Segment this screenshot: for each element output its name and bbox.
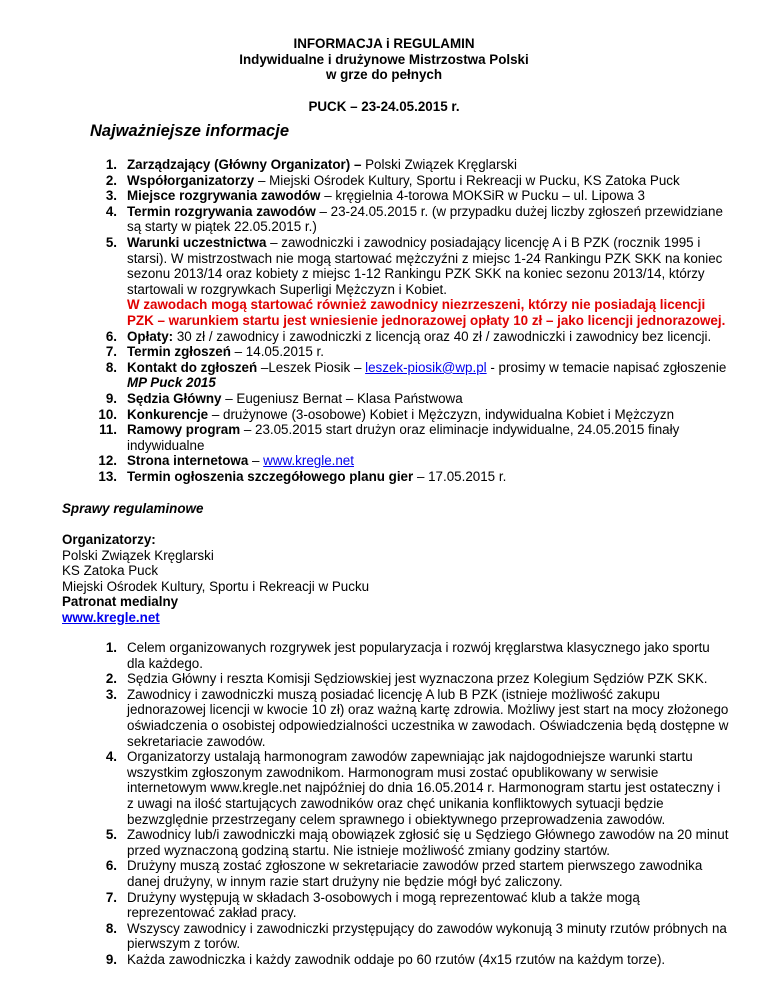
- media-link[interactable]: www.kregle.net: [62, 609, 160, 625]
- list-item: 12. Strona internetowa – www.kregle.net: [98, 453, 354, 469]
- rules-heading: Sprawy regulaminowe: [62, 501, 204, 516]
- document-header: [0, 36, 768, 114]
- list-item: 9. Sędzia Główny – Eugeniusz Bernat – Klasa Państwowa: [105, 390, 463, 406]
- list-item: 3. Miejsce rozgrywania zawodów – kręgielnia 4-torowa MOKSiR w Pucku – ul. Lipowa 3: [105, 188, 645, 204]
- header-subtitle-2: w grze do pełnych: [325, 67, 443, 83]
- list-item: 13. Termin ogłoszenia szczegółowego planu gier – 17.05.2015 r.: [98, 468, 507, 484]
- organizers-block: [62, 532, 369, 594]
- header-place-date: PUCK – 23-24.05.2015 r.: [308, 98, 460, 114]
- list-item: 7. Drużyny występują w składach 3-osobowych i mogą reprezentować klub a także mogą reprezentować zakład pracy.: [105, 889, 640, 921]
- rules-list: [90, 640, 730, 967]
- list-item: 11. Ramowy program – 23.05.2015 start drużyn oraz eliminacje indywidualne, 24.05.2015 finały indywidualne: [99, 422, 680, 453]
- email-link[interactable]: leszek-piosik@wp.pl: [365, 359, 487, 375]
- organizer-line: Polski Związek Kręglarski: [62, 547, 214, 563]
- list-item: 6. Opłaty: 30 zł / zawodnicy i zawodniczki z licencją oraz 40 zł / zawodniczki i zawodnicy bez licencji.: [105, 328, 712, 344]
- website-link[interactable]: www.kregle.net: [263, 453, 354, 469]
- list-item: 6. Drużyny muszą zostać zgłoszone w sekretariacie zawodów przed startem pierwszego zawodnika danej drużyny, w innym razie start drużyny nie będzie mógł być zaliczony.: [105, 858, 703, 889]
- organizers-title: Organizatorzy:: [62, 532, 156, 547]
- list-item: 10. Konkurencje – drużynowe (3-osobowe) Kobiet i Mężczyzn, indywidualna Kobiet i Mężczyzn: [98, 406, 675, 422]
- list-item: 7. Termin zgłoszeń – 14.05.2015 r.: [105, 344, 324, 360]
- list-item: 3. Zawodnicy i zawodniczki muszą posiadać licencję A lub B PZK (istnieje możliwość zakupu jednorazowej licencji w kwocie 10 zł) oraz ważną kartę zdrowia. Możliwy jest start na mocy złożonego oświadczenia o osobistej odpowiedzialności uczestnika w zawodach. Oświadczenia będą dostępne w sekretariacie zawodów.: [105, 686, 729, 749]
- organizer-line: Miejski Ośrodek Kultury, Sportu i Rekreacji w Pucku: [62, 578, 370, 594]
- list-item: 1. Zarządzający (Główny Organizator) – Polski Związek Kręglarski: [105, 157, 517, 172]
- list-item: 8. Kontakt do zgłoszeń –Leszek Piosik – leszek-piosik@wp.pl - prosimy w temacie napisać zgłoszenie MP Puck 2015: [105, 359, 727, 391]
- list-item: 4. Termin rozgrywania zawodów – 23-24.05.2015 r. (w przypadku dużej liczby zgłoszeń przewidziane są starty w piątek 22.05.2015 r.): [105, 203, 723, 235]
- list-item: 5. Warunki uczestnictwa – zawodniczki i zawodnicy posiadający licencję A i B PZK (rocznik 1995 i starsi). W mistrzostwach nie mogą startować mężczyźni z miejsc 1-24 Rankingu PZK SKK na koniec sezonu 2013/14 oraz kobiety z miejsc 1-12 Rankingu PZK SKK na koniec sezonu 2013/14, którzy startowali w rozgrywkach Superligi Mężczyzn i Kobiet. W zawodach mogą startować również zawodnicy niezrzeszeni, którzy nie posiadają licencji PZK – warunkiem startu jest wniesienie jednorazowej opłaty 10 zł – jako licencji jednorazowej.: [105, 234, 726, 328]
- organizer-line: KS Zatoka Puck: [62, 563, 159, 579]
- red-notice: W zawodach mogą startować również zawodnicy niezrzeszeni, którzy nie posiadają licencji PZK – warunkiem startu jest wniesienie jednorazowej opłaty 10 zł – jako licencji jednorazowej.: [127, 297, 726, 328]
- list-item: 2. Współorganizatorzy – Miejski Ośrodek Kultury, Sportu i Rekreacji w Pucku, KS Zatoka Puck: [105, 172, 680, 188]
- media-patron-block: [62, 594, 178, 625]
- header-subtitle: Indywidualne i drużynowe Mistrzostwa Polski: [239, 51, 529, 67]
- list-item: 4. Organizatorzy ustalają harmonogram zawodów zapewniając jak najdogodniejsze warunki startu wszystkim zgłoszonym zawodnikom. Harmonogram musi zostać opublikowany w serwisie internetowym www.kregle.net najpóźniej do dnia 16.05.2014 r. Harmonogram startu jest ostateczny i z uwagi na ilość startujących zawodników oraz chęć unikania konfliktowych sytuacji będzie bezwzględnie przestrzegany celem sprawnego i obiektywnego przeprowadzenia zawodów.: [105, 749, 721, 827]
- list-item: 5. Zawodnicy lub/i zawodniczki mają obowiązek zgłosić się u Sędziego Głównego zawodów na 20 minut przed wyznaczoną godziną startu. Nie istnieje możliwość zmiany godziny startów.: [105, 827, 729, 858]
- header-title: INFORMACJA i REGULAMIN: [293, 36, 475, 51]
- media-title: Patronat medialny: [62, 594, 179, 609]
- list-item: 2. Sędzia Główny i reszta Komisji Sędziowskiej jest wyznaczona przez Kolegium Sędziów PZK SKK.: [105, 671, 708, 687]
- list-item: 8. Wszyscy zawodnicy i zawodniczki przystępujący do zawodów wykonują 3 minuty rzutów próbnych na pierwszym z torów.: [105, 920, 727, 952]
- info-list: [90, 157, 730, 484]
- list-item: 9. Każda zawodniczka i każdy zawodnik oddaje po 60 rzutów (4x15 rzutów na każdym torze).: [105, 951, 666, 967]
- main-heading: Najważniejsze informacje: [90, 122, 289, 140]
- list-item: 1. Celem organizowanych rozgrywek jest popularyzacja i rozwój kręglarstwa klasycznego jako sportu dla każdego.: [105, 640, 710, 671]
